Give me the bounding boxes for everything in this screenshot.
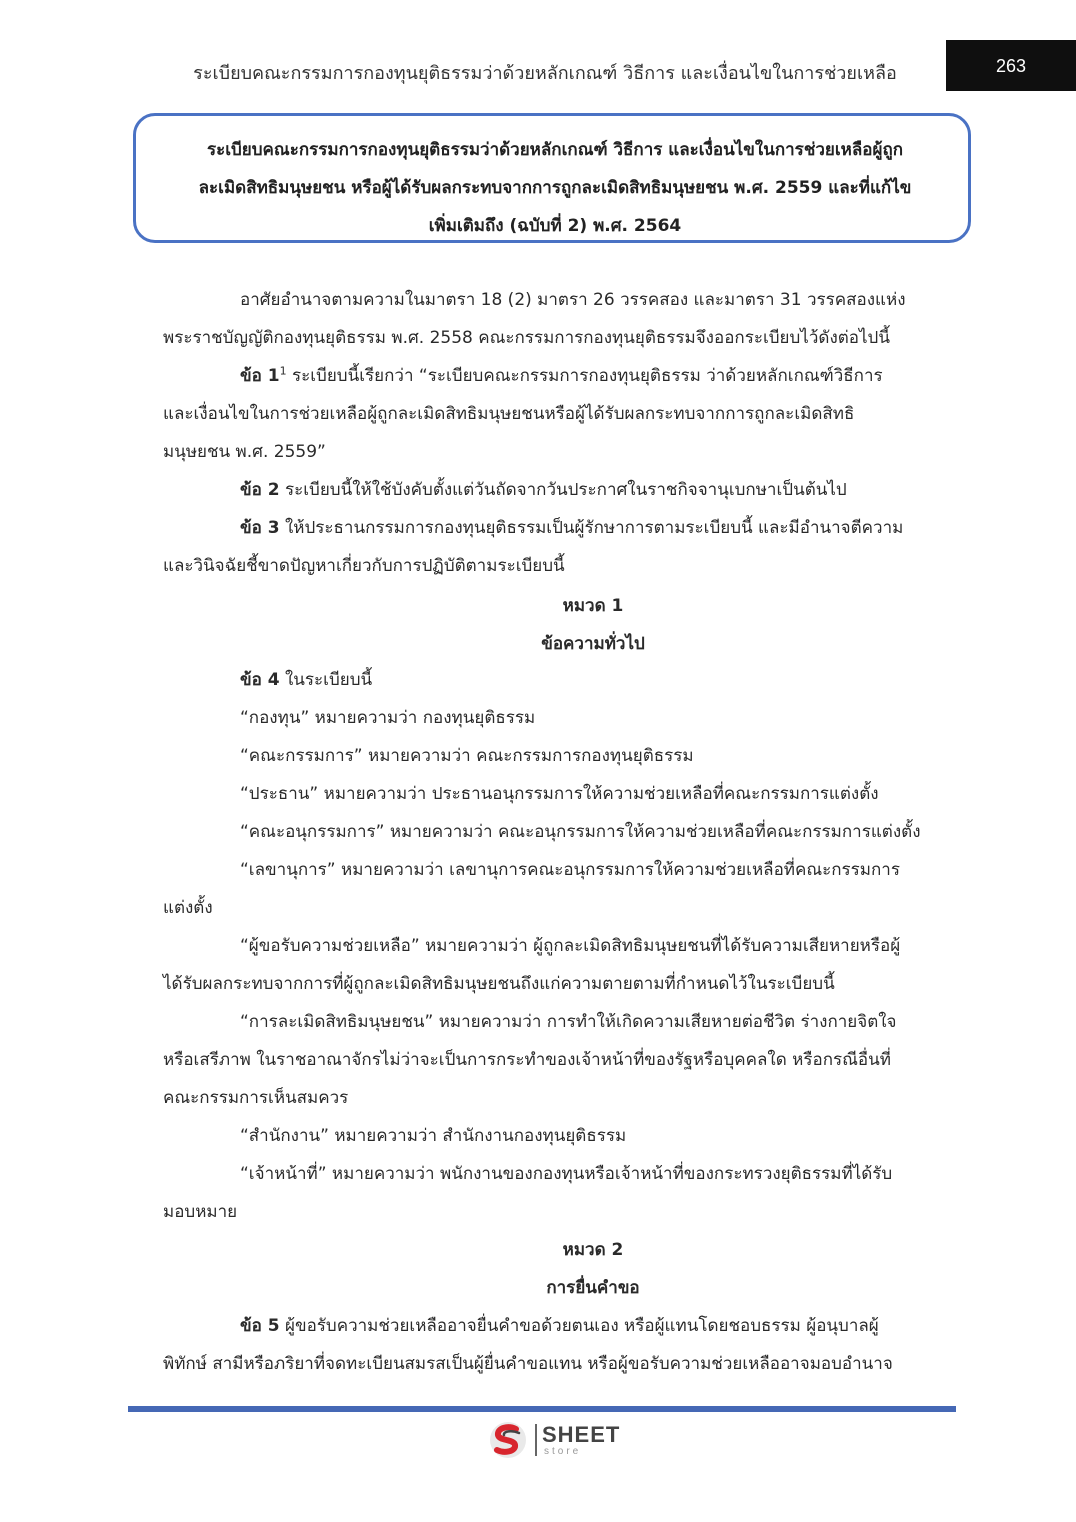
definition-office: “สำนักงาน” หมายความว่า สำนักงานกองทุนยุติธรรม: [240, 1126, 627, 1146]
clause-2-text: ระเบียบนี้ให้ใช้บังคับตั้งแต่วันถัดจากวันประกาศในราชกิจจานุเบกษาเป็นต้นไป: [279, 480, 847, 500]
clause-4-label: ข้อ 4: [240, 670, 280, 690]
clause-1-line-2: และเงื่อนไขในการช่วยเหลือผู้ถูกละเมิดสิทธิมนุษยชนหรือผู้ได้รับผลกระทบจากการถูกละเมิดสิทธิ: [163, 404, 855, 424]
clause-2-line-1: [240, 476, 847, 503]
definition-applicant-line-1: “ผู้ขอรับความช่วยเหลือ” หมายความว่า ผู้ถูกละเมิดสิทธิมนุษยชนที่ได้รับความเสียหายหรือผู้: [240, 936, 901, 956]
clause-3-line-1: [240, 514, 903, 541]
definition-subcommittee: “คณะอนุกรรมการ” หมายความว่า คณะอนุกรรมการให้ความช่วยเหลือที่คณะกรรมการแต่งตั้ง: [240, 822, 921, 842]
chapter-2-number: หมวด 2: [562, 1240, 624, 1260]
clause-1-text: ระเบียบนี้เรียกว่า “ระเบียบคณะกรรมการกองทุนยุติธรรม ว่าด้วยหลักเกณฑ์วิธีการ: [286, 366, 883, 386]
running-header-title: ระเบียบคณะกรรมการกองทุนยุติธรรมว่าด้วยหลักเกณฑ์ วิธีการ และเงื่อนไขในการช่วยเหลือ: [193, 63, 897, 84]
definition-violation-line-3: คณะกรรมการเห็นสมควร: [163, 1088, 349, 1108]
definition-violation-line-2: หรือเสรีภาพ ในราชอาณาจักรไม่ว่าจะเป็นการกระทำของเจ้าหน้าที่ของรัฐหรือบุคคลใด หรือกรณีอื่นที่: [163, 1050, 891, 1070]
sheet-store-logo: [488, 1420, 628, 1460]
page-number-box: [946, 40, 1076, 91]
definition-chairman: “ประธาน” หมายความว่า ประธานอนุกรรมการให้ความช่วยเหลือที่คณะกรรมการแต่งตั้ง: [240, 784, 879, 804]
clause-3-text: ให้ประธานกรรมการกองทุนยุติธรรมเป็นผู้รักษาการตามระเบียบนี้ และมีอำนาจตีความ: [279, 518, 904, 538]
chapter-1-number: หมวด 1: [562, 596, 624, 616]
document-title-line-3: เพิ่มเติมถึง (ฉบับที่ 2) พ.ศ. 2564: [428, 216, 682, 236]
definition-applicant-line-2: ได้รับผลกระทบจากการที่ผู้ถูกละเมิดสิทธิมนุษยชนถึงแก่ความตายตามที่กำหนดไว้ในระเบียบนี้: [163, 974, 835, 994]
definition-officer-line-1: “เจ้าหน้าที่” หมายความว่า พนักงานของกองทุนหรือเจ้าหน้าที่ของกระทรวงยุติธรรมที่ได้รับ: [240, 1164, 893, 1184]
chapter-2-title: การยื่นคำขอ: [546, 1278, 640, 1298]
clause-1-label: ข้อ 1: [240, 366, 280, 386]
footer-divider: [128, 1406, 956, 1412]
definition-committee: “คณะกรรมการ” หมายความว่า คณะกรรมการกองทุนยุติธรรม: [240, 746, 694, 766]
document-title-line-1: ระเบียบคณะกรรมการกองทุนยุติธรรมว่าด้วยหลักเกณฑ์ วิธีการ และเงื่อนไขในการช่วยเหลือผู้ถูก: [206, 140, 904, 160]
clause-4-line-1: [240, 666, 372, 693]
definition-fund: “กองทุน” หมายความว่า กองทุนยุติธรรม: [240, 708, 536, 728]
clause-4-text: ในระเบียบนี้: [279, 670, 373, 690]
footnote-marker: 1: [279, 364, 287, 378]
logo-separator: [535, 1424, 537, 1456]
chapter-1-title: ข้อความทั่วไป: [541, 634, 645, 654]
clause-1-line-3: มนุษยชน พ.ศ. 2559”: [163, 442, 326, 462]
logo-text-store: store: [544, 1446, 582, 1457]
clause-5-label: ข้อ 5: [240, 1316, 280, 1336]
page-number: 263: [995, 56, 1027, 76]
definition-secretary-line-2: แต่งตั้ง: [163, 898, 213, 918]
clause-3-line-2: และวินิจฉัยชี้ขาดปัญหาเกี่ยวกับการปฏิบัติตามระเบียบนี้: [163, 556, 565, 576]
sheet-store-s-icon: [488, 1420, 528, 1460]
definition-officer-line-2: มอบหมาย: [163, 1202, 238, 1222]
clause-5-line-1: [240, 1312, 879, 1339]
logo-text-sheet: SHEET: [542, 1422, 621, 1447]
preamble-line-2: พระราชบัญญัติกองทุนยุติธรรม พ.ศ. 2558 คณะกรรมการกองทุนยุติธรรมจึงออกระเบียบไว้ดังต่อไปนี้: [163, 328, 890, 348]
clause-1-line-1: [240, 362, 883, 389]
clause-2-label: ข้อ 2: [240, 480, 280, 500]
document-title-line-2: ละเมิดสิทธิมนุษยชน หรือผู้ได้รับผลกระทบจากการถูกละเมิดสิทธิมนุษยชน พ.ศ. 2559 และที่แก้ไข: [198, 178, 912, 198]
definition-secretary-line-1: “เลขานุการ” หมายความว่า เลขานุการคณะอนุกรรมการให้ความช่วยเหลือที่คณะกรรมการ: [240, 860, 900, 880]
preamble-line-1: อาศัยอำนาจตามความในมาตรา 18 (2) มาตรา 26 วรรคสอง และมาตรา 31 วรรคสองแห่ง: [240, 290, 906, 310]
clause-3-label: ข้อ 3: [240, 518, 280, 538]
clause-5-line-2: พิทักษ์ สามีหรือภริยาที่จดทะเบียนสมรสเป็นผู้ยื่นคำขอแทน หรือผู้ขอรับความช่วยเหลืออาจมอบอำนาจ: [163, 1354, 893, 1374]
definition-violation-line-1: “การละเมิดสิทธิมนุษยชน” หมายความว่า การทำให้เกิดความเสียหายต่อชีวิต ร่างกายจิตใจ: [240, 1012, 897, 1032]
document-title-box: [133, 113, 971, 243]
clause-5-text: ผู้ขอรับความช่วยเหลืออาจยื่นคำขอด้วยตนเอง หรือผู้แทนโดยชอบธรรม ผู้อนุบาลผู้: [279, 1316, 879, 1336]
